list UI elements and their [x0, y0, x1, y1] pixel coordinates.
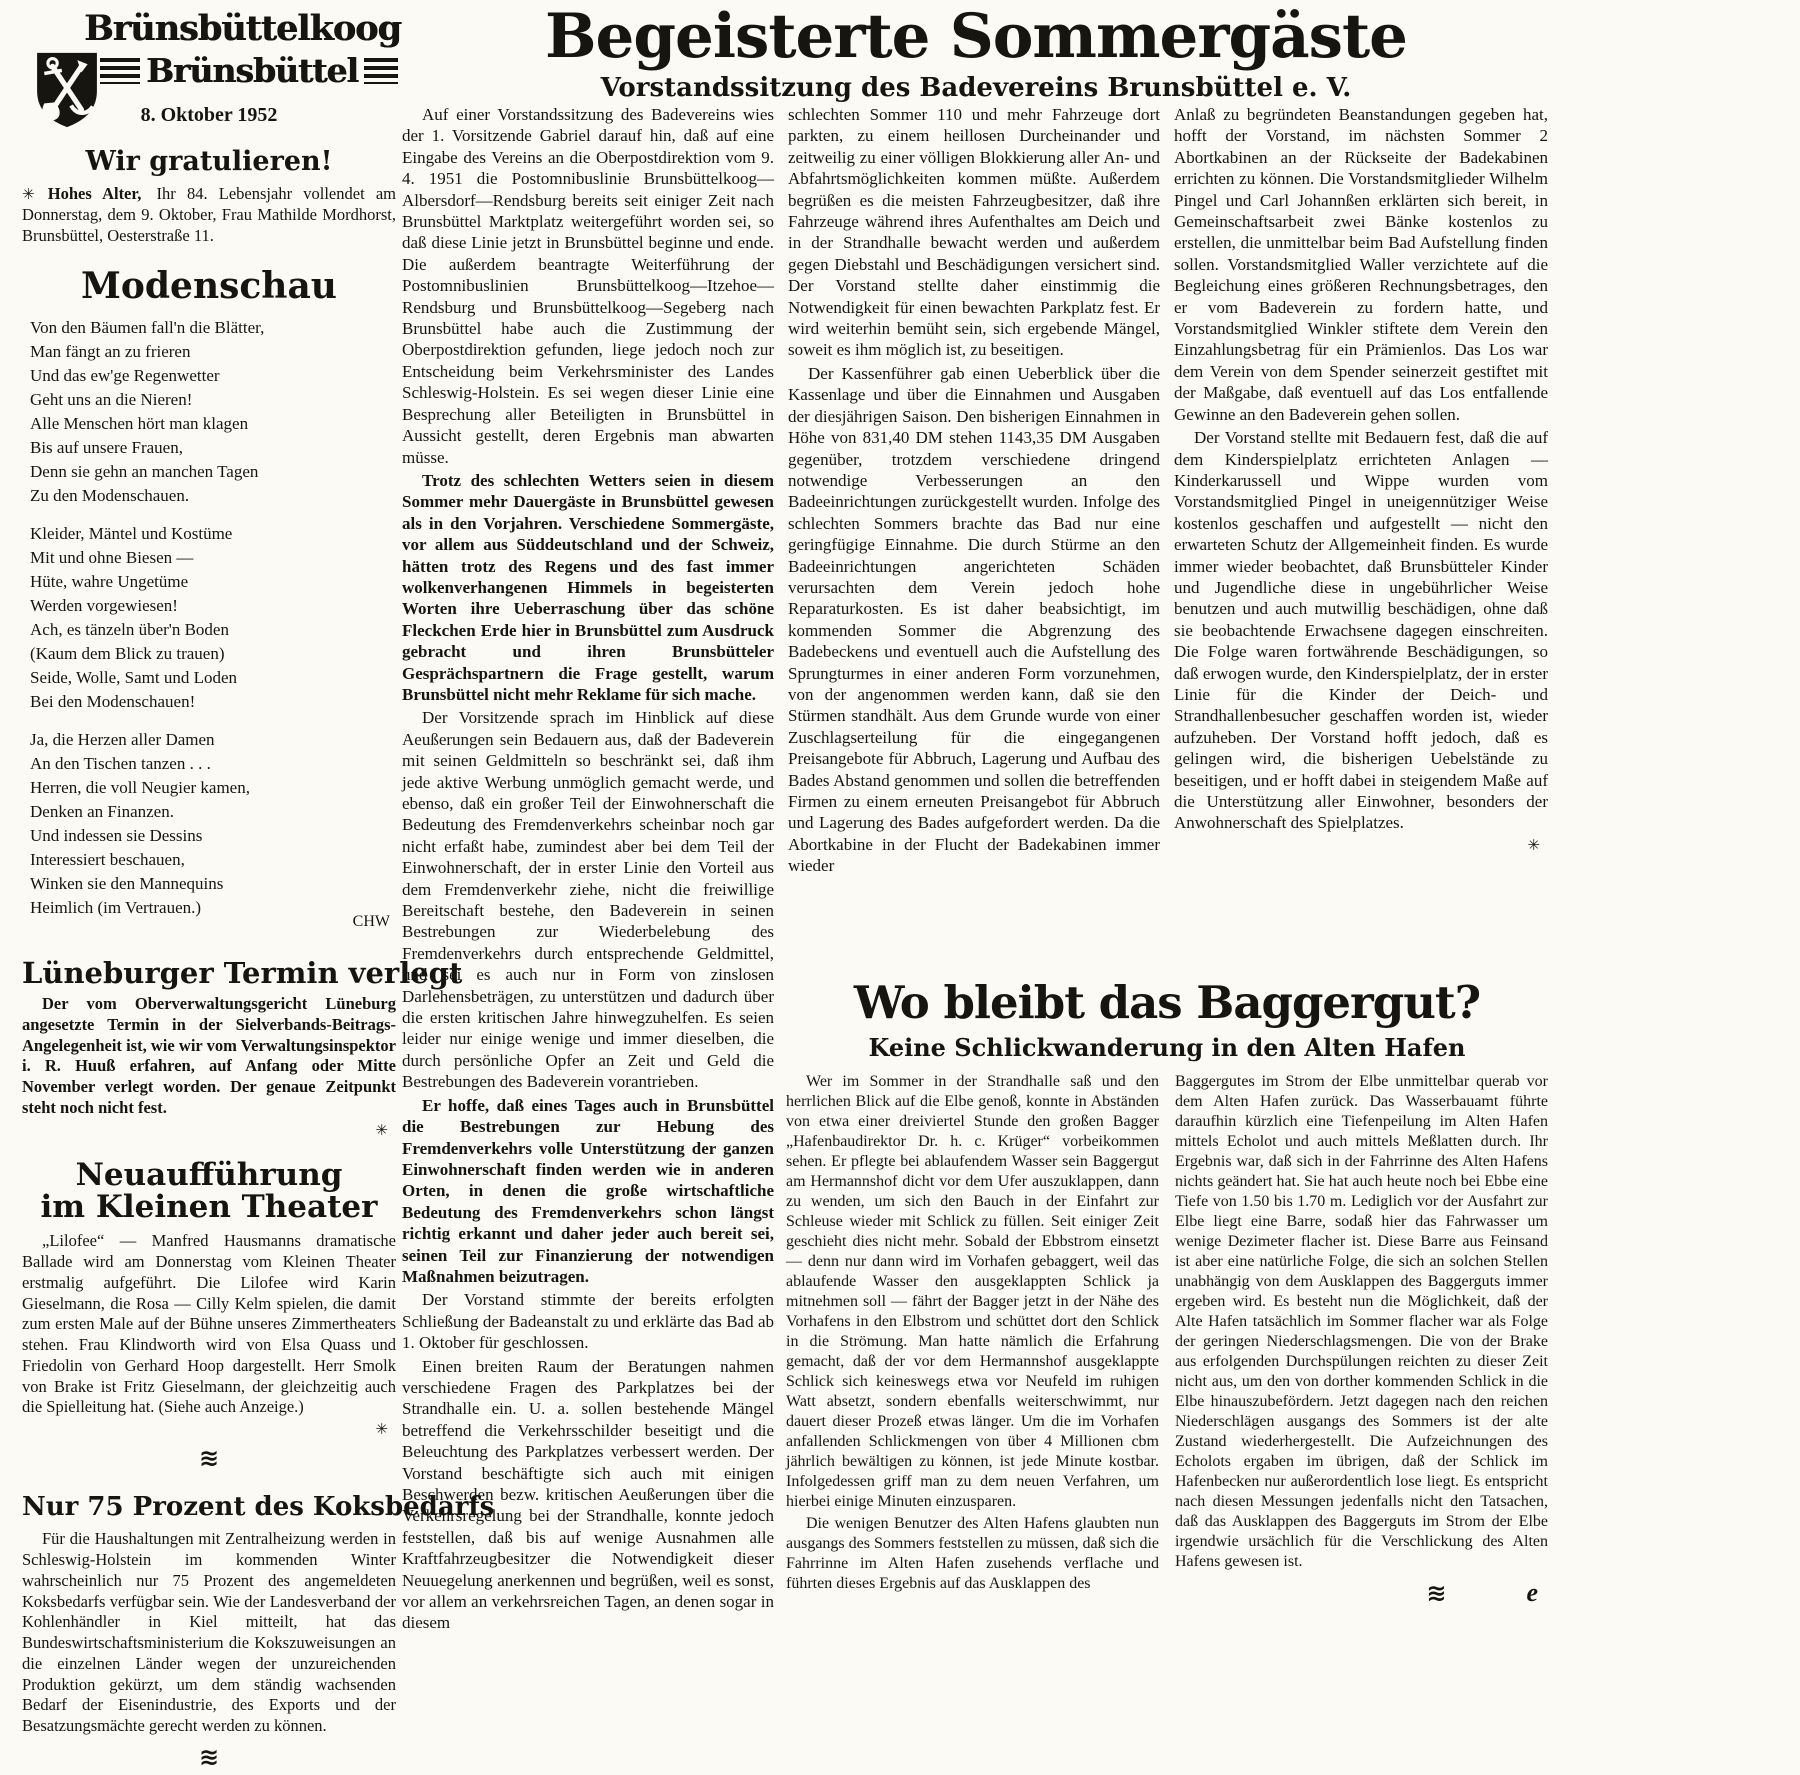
main-article-column-3 [1174, 104, 1548, 854]
poem-line: Alle Menschen hört man klagen [30, 413, 249, 433]
section-modenschau [22, 265, 396, 933]
paragraph: Die wenigen Benutzer des Alten Hafens glaubten nun ausgangs des Sommers feststellen zu müssen, daß sich die Fahrrinne im Alten Hafen zusehends verflache und führten dieses Ergebnis auf das Ausklappen des [786, 1515, 1159, 1592]
poem-author-initials: CHW [352, 912, 390, 930]
poem-line: Bei den Modenschauen! [30, 691, 196, 711]
end-star-icon: ✳ [375, 1420, 388, 1439]
koks-body: Für die Haushaltungen mit Zentralheizung werden in Schleswig-Holstein im kommenden Winter wahrscheinlich nur 75 Prozent des angemeldeten Koksbedarfs verfügbar sein. Wie der Landesverband der Kohlenhändler in Kiel mitteilt, hat das Bundeswirtschaftsministerium die Kokszuweisungen an die einzelnen Länder wegen der unzureichenden Produktion gekürzt, um dem ständig wachsenden Bedarf der Eisenindustrie, des Exports und der Besatzungsmächte gerecht werden zu können. [22, 1529, 396, 1736]
paragraph: Trotz des schlechten Wetters seien in diesem Sommer mehr Dauergäste in Brunsbüttel gewesen als in den Vorjahren. Verschiedene Sommergäste, vor allem aus Süddeutschland und der Schweiz, hätten trotz des Regens und des fast immer wolkenverhangenen Himmels in begeisterten Worten ihre Ueberraschung über das schöne Fleckchen Erde hier in Brunsbüttel zum Ausdruck gebracht und ihren Brunsbütteler Gesprächspartnern die Frage gestellt, warum Brunsbüttel nicht mehr Reklame für sich mache. [402, 470, 774, 704]
poem-line: Denn sie gehn an manchen Tagen [30, 461, 259, 481]
wave-divider-icon: ≋ [1426, 1579, 1447, 1607]
masthead-title-row2 [100, 51, 396, 90]
poem-line: Heimlich (im Vertrauen.) [30, 897, 202, 917]
poem-line: Hüte, wahre Ungetüme [30, 571, 189, 591]
baggergut-column-2 [1175, 1072, 1548, 1608]
poem-line: Zu den Modenschauen. [30, 485, 190, 505]
shield-anchor-shovel-icon [34, 48, 100, 132]
modenschau-poem [30, 316, 396, 920]
theater-heading-line1: Neuaufführung [75, 1156, 343, 1193]
poem-stanza [30, 728, 396, 920]
poem-line: Kleider, Mäntel und Kostüme [30, 523, 233, 543]
paragraph: Anlaß zu begründeten Beanstandungen gegeben hat, hofft der Vorstand, im nächsten Sommer 2 Abortkabinen an der Rückseite der Badekabinen errichten zu können. Die Vorstandsmitglieder Wilhelm Pingel und Carl Johannßen erklärten sich bereit, in Gemeinschaftsarbeit zwei Bänke kostenlos zu erstellen, die unmittelbar beim Bad Aufstellung finden sollen. Vorstandsmitglied Waller verzichtete auf die Begleichung eines größeren Rechnungsbetrages, den er vom Badeverein zu fordern hatte, und Vorstandsmitglied Winkler stiftete dem Verein den Einzahlungsbetrag für ein Prämienlos. Das Los war dem Verein von dem Spender seinerzeit gestiftet mit der Maßgabe, daß eventuell auf das Los entfallende Gewinne an den Badeverein gehen sollen. [1174, 105, 1548, 424]
flourish-right-icon [364, 58, 398, 84]
paragraph: Der Vorsitzende sprach im Hinblick auf diese Aeußerungen sein Bedauern aus, daß der Badeverein mit seinen Geldmitteln so beschränkt sei, daß ihm jede aktive Werbung unmöglich gemacht werde, und ebenso, daß ein großer Teil der Einwohnerschaft die Bedeutung des Fremdenverkehrs scheinbar noch gar nicht erfaßt habe, zumindest aber bei dem Teil der Einwohnerschaft, der in erster Linie den Vorteil aus dem Fremdenverkehr ziehe, nicht die freiwillige Bereitschaft bestehe, den Badeverein in seinen Bestrebungen zur Wiederbelebung des Fremdenverkehrs durch entsprechende Geldmittel, und sei es auch nur in Form von zinslosen Darlehensbeträgen, zu unterstützen und dadurch über die ersten kritischen Jahre hinwegzuhelfen. Es seien leider nur einige wenige und immer dieselben, die durch persönliche Opfer an Zeit und Geld die Bestrebungen des Badeverein vorantrieben. [402, 708, 774, 1092]
poem-line: Werden vorgewiesen! [30, 595, 178, 615]
poem-line: Winken sie den Mannequins [30, 873, 224, 893]
baggergut-columns [786, 1072, 1548, 1608]
section-koksbedarf [22, 1492, 495, 1772]
gratulieren-body: Ihr 84. Lebensjahr vollendet am Donnerstag, dem 9. Oktober, Frau Mathilde Mordhorst, Brunsbüttel, Oesterstraße 11. [22, 184, 397, 245]
wave-divider-icon: ≋ [198, 1444, 220, 1473]
gratulieren-text [22, 184, 396, 246]
theater-body: „Lilofee“ — Manfred Hausmanns dramatische Ballade wird am Donnerstag vom Kleinen Theater erstmalig aufgeführt. Die Lilofee wird Karin Gieselmann, die Rosa — Cilly Kelm spielen, die damit zum ersten Male auf der Bühne unseres Zimmertheaters stehen. Frau Klindworth wird von Elsa Quass und Friedolin von Gerhard Hoop dargestellt. Herr Smolk von Brake ist Fritz Gieselmann, der gleichzeitig auch die Spielleitung hat. (Siehe auch Anzeige.) [22, 1231, 396, 1417]
baggergut-column-1 [786, 1072, 1159, 1608]
poem-line: Herren, die voll Neugier kamen, [30, 777, 250, 797]
paragraph: Der Vorstand stimmte der bereits erfolgten Schließung der Badeanstalt zu und erklärte das Bad ab 1. Oktober für geschlossen. [402, 1290, 774, 1353]
end-star-icon: ✳ [1527, 835, 1540, 854]
paragraph: Wer im Sommer in der Strandhalle saß und den herrlichen Blick auf die Elbe genoß, konnte in Abständen von etwa einer dreiviertel Stunde den großen Bagger „Hafenbaudirektor Dr. h. c. Krüger“ vorbeikommen sehen. Er pflegte bei ablaufendem Wasser sein Baggergut am Hermannshof dicht vor dem Ufer auszuklappen, dann zu wenden, um sich den Bauch in der Einfahrt zur Schleuse wieder mit Schlick zu füllen. Seit einiger Zeit geschieht dies nicht mehr. Sobald der Ebbstrom einsetzt — denn nur dann wird im Vorhafen gebaggert, weil das ablaufende Wasser den ausgeklappten Schlick ja mitnehmen soll — fährt der Bagger jetzt in der Nähe des Vorhafens in den Elbstrom und schüttet dort den Schlick in die Strömung. Man hatte nämlich die Erfahrung gemacht, daß der vor dem Hermannshof ausgeklappte Schlick sich keineswegs etwa vor Neufeld im ruhigen Watt absetzt, sondern ebenfalls weiterschwimmt, nur dauert dieser Prozeß etwas länger. Um die im Vorhafen anfallenden Schlickmengen von über 4 Millionen cbm jährlich bewältigen zu können, ist jede Minute kostbar. Infolgedessen griff man zu dem neuen Verfahren, um hierbei einige Minuten einzusparen. [786, 1073, 1159, 1510]
paragraph: Er hoffe, daß eines Tages auch in Brunsbüttel die Bestrebungen zur Hebung des Fremdenverkehrs volle Unterstützung der ganzen Einwohnerschaft finden werden wie in anderen Orten, in denen die große wirtschaftliche Bedeutung des Fremdenverkehrs schon längst richtig erkannt und daher jeder auch bereit sei, seinen Teil zur Finanzierung der notwendigen Maßnahmen beizutragen. [402, 1095, 774, 1286]
masthead-title-line1: Brünsbüttelkoog [84, 8, 401, 49]
main-article-column-3-text [1174, 104, 1548, 834]
poem-line: Man fängt an zu frieren [30, 341, 191, 361]
gratulieren-lead: Hohes Alter, [47, 184, 142, 204]
star-icon: ✳ [22, 185, 35, 204]
main-article-header [402, 1, 1550, 103]
baggergut-subheadline: Keine Schlickwanderung in den Alten Hafen [868, 1033, 1466, 1062]
baggergut-headline: Wo bleibt das Baggergut? [853, 976, 1481, 1029]
poem-line: Und indessen sie Dessins [30, 825, 203, 845]
sidebar-column [22, 8, 495, 1772]
main-article-column-2 [788, 104, 1160, 879]
baggergut-article [786, 976, 1548, 1608]
poem-line: Bis auf unsere Frauen, [30, 437, 183, 457]
paragraph: Einen breiten Raum der Beratungen nahmen verschiedene Fragen des Parkplatzes bei der Strandhalle ein. U. a. sollen bestehende Mängel betreffend die Verkehrsschilder beseitigt und die Beleuchtung des Parkplatzes verbessert werden. Der Vorstand beschäftigte sich auch mit einigen Beschwerden bezw. kritischen Aeußerungen über die Verkehrsregelung bei der Strandhalle, konnte jedoch feststellen, daß bis auf wenige Ausnahmen alle Kraftfahrzeugbesitzer die Notwendigkeit dieser Neuuegelung anerkennen und begrüßen, weil es sonst, vor allem an verkehrsreichen Tagen, an denen sogar in diesem [402, 1356, 774, 1633]
issue-date: 8. Oktober 1952 [140, 104, 278, 126]
paragraph: Baggergutes im Strom der Elbe unmittelbar querab vor dem Alten Hafen zurück. Das Wasserbauamt führte daraufhin kürzlich eine Tiefenpeilung im Alten Hafen mittels Echolot und auch mittels Meßlatten durch. Ihr Ergebnis war, daß sich in der Fahrrinne des Alten Hafens nichts geändert hat. Sie hat auch heute noch bei Ebbe eine Tiefe von 1.50 bis 1.70 m. Lediglich vor der Ausfahrt zur Elbe liegt eine Barre, sodaß hier das Fahrwasser um wenige Dezimeter flacher ist. Diese Barre aus Feinsand ist aber eine natürliche Folge, die sich an solchen Stellen unabhängig von dem Ausklappen des Baggerguts immer ergeben wird. Es besteht nun die Möglichkeit, daß der Alte Hafen tatsächlich im Sommer flacher war als Folge der geringen Niederschlagsmengen. Die von der Brake aus erfolgenden Durchspülungen reichten zu dieser Zeit nicht aus, um den von dorther kommenden Schlick in die Elbe hinauszubefördern. Jetzt dagegen nach den reichen Niederschlägen ausgangs des Sommers ist der alte Zustand wiederhergestellt. Die Aufzeichnungen des Echolots ergaben im übrigen, daß der Schlick im Hafenbecken nur außerordentlich lose liegt. Es entspricht nach diesen Messungen jedenfalls nicht den Tatsachen, daß das Ausklappen des Baggerguts im Strom der Elbe irgendwie ursächlich für die Verschlickung des Alten Hafens gewesen ist. [1175, 1073, 1548, 1570]
paragraph: Der Vorstand stellte mit Bedauern fest, daß die auf dem Kinderspielplatz errichteten Anlagen — Kinderkarussell und Wippe wurden vom Vorstandsmitglied Pingel in uneigennütziger Weise kostenlos geschaffen und aufgestellt — nicht den erwarteten Schutz der Allgemeinheit finden. Es wurde immer wieder beobachtet, daß Brunsbütteler Kinder und Jugendliche diese in ungebührlicher Weise benutzen und auch mutwillig beschädigen, ohne daß sie beobachtende Erwachsene dagegen einschreiten. Die Folge waren fortwährende Beschädigungen, so daß erwogen wurde, den Kinderspielplatz, der in erster Linie für die Kinder der Deich- und Strandhallenbesucher geschaffen worden ist, wieder aufzuheben. Der Vorstand hofft jedoch, daß es gelingen wird, die bisherigen Uebelstände zu beseitigen, und er hofft dabei in steigendem Maße auf die Unterstützung aller Einwohner, besonders der Anwohnerschaft des Spielplatzes. [1174, 428, 1548, 833]
poem-line: Mit und ohne Biesen — [30, 547, 194, 567]
paragraph: Auf einer Vorstandssitzung des Badevereins wies der 1. Vorsitzende Gabriel darauf hin, daß auf eine Eingabe des Vereins an die Oberpostdirektion vom 9. 4. 1951 die Postomnibuslinie Brunsbüttelkoog—Albersdorf—Rendsburg bereits seit einiger Zeit nach Brunsbüttel Marktplatz weitergeführt worden sei, so daß diese Linie jetzt in Brunsbüttel beginne und ende. Die außerdem beantragte Weiterführung der Postomnibuslinien Brunsbüttelkoog—Itzehoe—Rendsburg und Brunsbüttelkoog—Segeberg nach Brunsbüttel habe auch die Zustimmung der Oberpostdirektion gefunden, liege jedoch noch zur Entscheidung beim Verkehrsminister des Landes Schleswig-Holstein. Es sei wegen dieser Linie eine Besprechung aller Beteiligten in Brunsbüttel in Aussicht gestellt, deren Ergebnis man abwarten müsse. [402, 105, 774, 467]
poem-line: Und das ew'ge Regenwetter [30, 365, 220, 385]
section-theater [22, 1156, 396, 1473]
poem-stanza [30, 522, 396, 714]
paragraph: Der Kassenführer gab einen Ueberblick über die Kassenlage und über die Einnahmen und Ausgaben der diesjährigen Saison. Den bisherigen Einnahmen in Höhe von 831,40 DM stehen 1143,35 DM Ausgaben gegenüber, trotzdem verschiedene dringend notwendige Verbesserungen an den Badeeinrichtungen zurückgestellt wurden. Infolge des schlechten Sommers brachte das Bad nur eine geringfügige Einnahme. Die durch Stürme an den Badeeinrichtungen angerichteten Schäden verursachten dem Verein jedoch hohe Reparaturkosten. Es ist daher beabsichtigt, im kommenden Sommer die Abgrenzung des Badebeckens und eventuell auch die Aufstellung des Sprungturmes in einer anderen Form vorzunehmen, von der angenommen werden kann, daß sie den Stürmen standhält. Aus dem Grunde wurde von einer Zuschlagserteilung für die eingegangenen Preisangebote für Abbruch, Lagerung und Aufbau des Bades Abstand genommen und sollen die betreffenden Firmen zu einem erneuten Preisangebot für Abbruch und Lagerung des Bades aufgefordert werden. Da die Abortkabine in der Flucht der Badekabinen immer wieder [788, 363, 1160, 876]
poem-line: Denken an Finanzen. [30, 801, 174, 821]
masthead-title-line2: Brünsbüttel [146, 51, 358, 90]
poem-line: Ja, die Herzen aller Damen [30, 729, 215, 749]
end-star-icon: ✳ [375, 1120, 388, 1139]
poem-line: (Kaum dem Blick zu trauen) [30, 643, 225, 663]
theater-heading-line2: im Kleinen Theater [40, 1188, 378, 1225]
poem-line: Seide, Wolle, Samt und Loden [30, 667, 238, 687]
poem-line: Interessiert beschauen, [30, 849, 185, 869]
section-lueneburg [22, 955, 463, 1139]
koks-heading: Nur 75 Prozent des Koksbedarfs [22, 1492, 495, 1523]
wave-divider-icon: ≋ [198, 1743, 220, 1772]
baggergut-end-row [1175, 1578, 1548, 1608]
main-article-column-1 [402, 104, 774, 1636]
corner-print-mark: e [1526, 1578, 1538, 1607]
baggergut-column-2-text [1175, 1072, 1548, 1572]
theater-heading [22, 1156, 396, 1225]
poem-line: Geht uns an die Nieren! [30, 389, 193, 409]
flourish-left-icon [100, 58, 140, 84]
poem-line: Von den Bäumen fall'n die Blätter, [30, 317, 265, 337]
poem-line: Ach, es tänzeln über'n Boden [30, 619, 229, 639]
main-subheadline: Vorstandssitzung des Badevereins Brunsbüttel e. V. [600, 73, 1352, 103]
paragraph: schlechten Sommer 110 und mehr Fahrzeuge dort parkten, zu einem heillosen Durcheinander und zeitweilig zu einer völligen Blokkierung aller An- und Abfahrtsmöglichkeiten kommen müßte. Außerdem begrüßen es die meisten Fahrzeugbesitzer, daß ihre Fahrzeuge während ihres Aufenthaltes am Deich und in der Strandhalle bewacht werden und außerdem gegen Diebstahl und Beschädigungen versichert sind. Der Vorstand stellte daher einstimmig die Notwendigkeit für einen bewachten Parkplatz fest. Er wird weiterhin bemüht sein, sich ergebende Mängel, soweit es ihm möglich ist, zu beseitigen. [788, 105, 1160, 360]
main-headline: Begeisterte Sommergäste [545, 1, 1407, 72]
masthead [22, 8, 401, 138]
gratulieren-heading: Wir gratulieren! [85, 146, 333, 177]
modenschau-heading: Modenschau [81, 265, 337, 308]
lueneburg-body: Der vom Oberverwaltungsgericht Lüneburg angesetzte Termin in der Sielverbands-Beitrags-Angelegenheit ist, wie wir vom Verwaltungsinspektor i. R. Huuß erfahren, auf Anfang oder Mitte November verlegt worden. Der genaue Zeitpunkt steht noch nicht fest. [22, 994, 396, 1117]
section-gratulieren [22, 148, 396, 246]
poem-line: An den Tischen tanzen . . . [30, 753, 211, 773]
poem-stanza [30, 316, 396, 508]
lueneburg-heading: Lüneburger Termin verlegt [22, 955, 463, 990]
